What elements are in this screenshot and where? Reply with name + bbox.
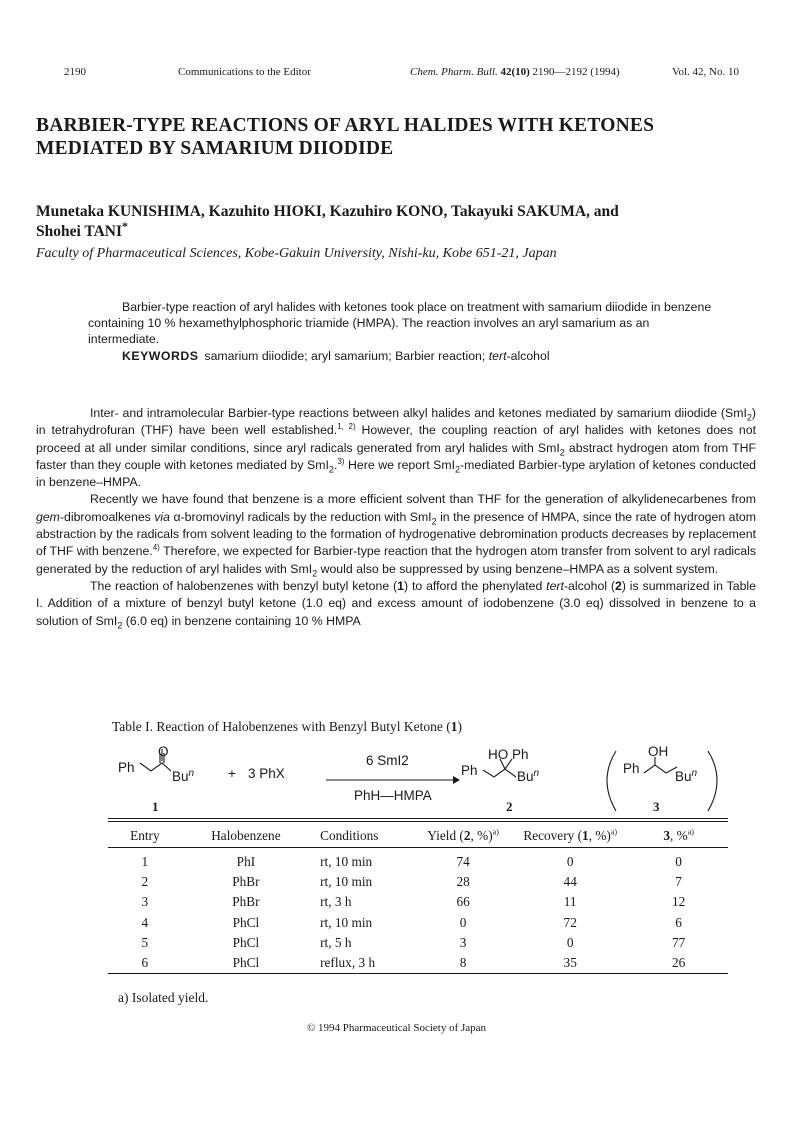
keywords-label: KEYWORDS [122, 349, 199, 363]
abstract: Barbier-type reaction of aryl halides with ketones took place on treatment with samarium diiodide in benzene containing 10 % hexamethylphosphoric triamide (HMPA). The reaction involves an aryl samarium as an intermediate. [88, 300, 712, 346]
page-number: 2190 [64, 66, 86, 78]
reference-1-2: 1, 2) [337, 422, 356, 432]
journal-citation [410, 66, 620, 78]
header-entry: Entry [130, 828, 160, 843]
product3-oh: OH [648, 745, 669, 759]
volume-number: Vol. 42, No. 10 [671, 66, 739, 78]
scheme-drawing [108, 745, 728, 815]
header-recovery: Recovery (1, %)$^{a)}$ [523, 827, 618, 843]
phx-reagent: 3 PhX [248, 766, 285, 781]
table-row: 1 PhI rt, 10 min 74 0 0 [141, 854, 682, 870]
ketone-oxygen: O [158, 745, 169, 759]
header-halobenzene: Halobenzene [211, 828, 281, 843]
author-line-1: Munetaka KUNISHIMA, Kazuhito HIOKI, Kazuhiro KONO, Takayuki SAKUMA, and [36, 203, 619, 220]
plus-sign: + [228, 766, 236, 781]
affiliation: Faculty of Pharmaceutical Sciences, Kobe-Gakuin University, Nishi-ku, Kobe 651-21, Japan [36, 246, 557, 261]
volume-issue: 42(10) [500, 66, 530, 78]
paragraph-1: Inter- and intramolecular Barbier-type reactions between alkyl halides and ketones mediated by samarium diiodide (SmI$_2$) in tetrahydrofuran (THF) have been well established.$^{1, 2)}$ However, the coupling reaction of aryl halides with ketones does not proceed at all under similar conditions, since aryl radicals generated from aryl halides with SmI$_2$ abstract hydrogen atom from THF faster than they couple with ketones mediated by SmI$_2$.$^{3)}$ Here we report SmI$_2$-mediated Barbier-type arylation of ketones conducted in benzene–HMPA. [36, 406, 757, 490]
table-row: 2 PhBr rt, 10 min 28 44 7 [141, 874, 682, 890]
table-row: 6 PhCl reflux, 3 h 8 35 26 [141, 955, 686, 971]
keywords-tert: tert [488, 349, 507, 363]
product3-ph: Ph [623, 761, 640, 776]
section-name: Communications to the Editor [178, 66, 311, 78]
table-rule-top-2 [108, 821, 728, 822]
journal-name: Chem. Pharm. Bull. [410, 66, 498, 78]
keywords-text: samarium diiodide; aryl samarium; Barbier reaction; [204, 349, 486, 363]
body-text [36, 405, 756, 630]
copyright-notice: © 1994 Pharmaceutical Society of Japan [306, 1022, 487, 1034]
table-footnote: a) Isolated yield. [118, 990, 209, 1005]
running-header [64, 66, 739, 82]
reference-4: 4) [152, 543, 160, 553]
compound-label-1: 1 [152, 799, 159, 814]
reference-3: 3) [337, 456, 345, 466]
product2-ph: Ph [461, 763, 478, 778]
ketone-ph: Ph [118, 760, 135, 775]
table-header-row [108, 826, 728, 846]
table-row: 5 PhCl rt, 5 h 3 0 77 [141, 934, 686, 950]
product3-bu: Bu$^n$ [675, 768, 698, 784]
table-rule-top-1 [108, 818, 728, 819]
table-row: 4 PhCl rt, 10 min 0 72 6 [141, 914, 682, 930]
paragraph-2: Recently we have found that benzene is a more efficient solvent than THF for the generation of alkylidenecarbenes from gem-dibromoalkenes via α-bromovinyl radicals by the reduction with SmI$_2$ in the presence of HMPA, since the rate of hydrogen atom abstraction by the radicals from solvent leading to the formation of hydrogenative debromination products decreases by replacement of THF with benzene.$^{4)}$ Therefore, we expected for Barbier-type reaction that the hydrogen atom transfer from solvent to aryl radicals generated by the reduction of aryl halides with SmI$_2$ would also be suppressed by using benzene–HMPA as a solvent system. [36, 492, 757, 579]
solvent-label: PhH—HMPA [354, 788, 432, 803]
product2-bu: Bu$^n$ [517, 768, 540, 784]
author-last: Shohei TANI [36, 223, 122, 240]
table-row: 3 PhBr rt, 3 h 66 11 12 [141, 894, 686, 910]
author-line-2 [36, 218, 756, 242]
paper-title: BARBIER-TYPE REACTIONS OF ARYL HALIDES WITH KETONES MEDIATED BY SAMARIUM DIIODIDE [36, 115, 655, 159]
header-conditions: Conditions [320, 828, 379, 843]
ketone-bu: Bu$^n$ [172, 768, 195, 784]
paragraph-3: The reaction of halobenzenes with benzyl butyl ketone (1) to afford the phenylated tert-alcohol (2) is summarized in Table I. Addition of a mixture of benzyl butyl ketone (1.0 eq) and excess amount of iodobenzene (3.0 eq) dissolved in benzene to a solution of SmI$_2$ (6.0 eq) in benzene containing 10 % HMPA [36, 578, 756, 631]
header-yield: Yield (2, %)$^{a)}$ [427, 827, 499, 843]
keywords-alcohol: -alcohol [506, 349, 550, 363]
corresponding-mark: * [122, 218, 128, 233]
table-caption: Table I. Reaction of Halobenzenes with Benzyl Butyl Ketone (1) [112, 719, 462, 734]
author-list [36, 202, 756, 242]
header-product-3: 3, %$^{a)}$ [663, 827, 694, 843]
compound-label-2: 2 [506, 799, 513, 814]
results-table [108, 826, 728, 973]
keywords [88, 348, 720, 364]
compound-label-3: 3 [653, 799, 660, 814]
product-hoph: HO Ph [488, 747, 529, 762]
table-rule-bottom [108, 973, 728, 974]
page-range: 2190—2192 (1994) [532, 66, 620, 78]
reagent-smi2: 6 SmI2 [366, 753, 409, 768]
reaction-scheme [108, 745, 728, 815]
